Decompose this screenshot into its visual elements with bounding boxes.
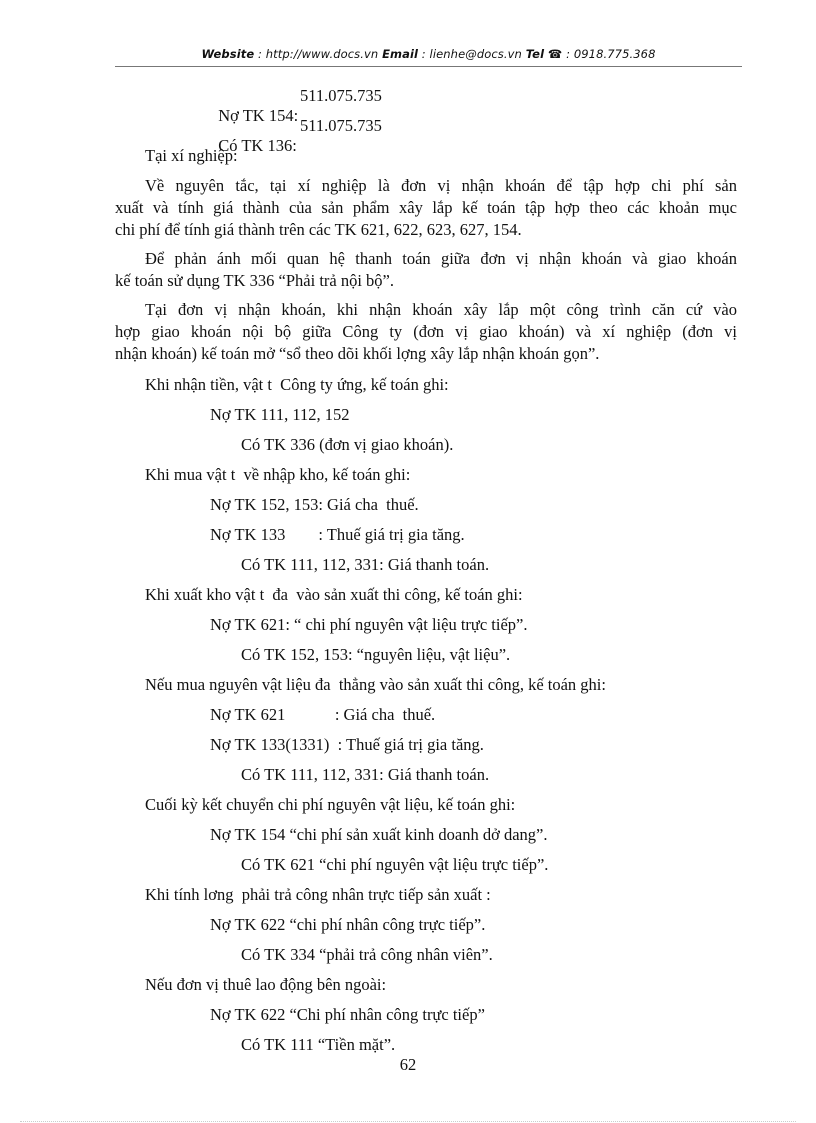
paragraph-line: kế toán sử dụng TK 336 “Phải trả nội bộ”. xyxy=(115,271,395,290)
website-url[interactable]: : http://www.docs.vn xyxy=(254,47,383,61)
paragraph-1 xyxy=(115,175,737,241)
email-address[interactable]: : lienhe@docs.vn xyxy=(418,47,526,61)
section-label: Tại xí nghiệp: xyxy=(145,146,238,165)
body-line: Nợ TK 133(1331) : Thuế giá trị gia tăng. xyxy=(210,735,484,754)
email-label: Email xyxy=(382,47,419,61)
body-line: Khi nhận tiền, vật t Công ty ứng, kế toán ghi: xyxy=(145,375,449,394)
body-line: Nợ TK 621: “ chi phí nguyên vật liệu trực tiếp”. xyxy=(210,615,528,634)
entry-label: Nợ TK 154: xyxy=(218,106,299,125)
header-divider xyxy=(115,66,742,67)
paragraph-line: Để phản ánh mối quan hệ thanh toán giữa đơn vị nhận khoán và giao khoán xyxy=(145,249,737,268)
phone-icon: ☎ xyxy=(547,47,563,61)
body-line: Nếu đơn vị thuê lao động bên ngoài: xyxy=(145,975,387,994)
paragraph-line: xuất và tính giá thành của sản phẩm xây lắp kế toán tập hợp theo các khoản mục xyxy=(115,198,737,217)
entry-amount: 511.075.735 xyxy=(300,116,382,135)
body-line: Có TK 111, 112, 331: Giá thanh toán. xyxy=(241,555,490,574)
body-line: Có TK 334 “phải trả công nhân viên”. xyxy=(241,945,493,964)
website-label: Website xyxy=(201,47,255,61)
body-line: Khi mua vật t về nhập kho, kế toán ghi: xyxy=(145,465,411,484)
body-line: Nợ TK 621 : Giá cha thuế. xyxy=(210,705,436,724)
paragraph-line: Tại đơn vị nhận khoán, khi nhận khoán xây lắp một công trình căn cứ vào xyxy=(145,300,737,319)
body-line: Nợ TK 622 “chi phí nhân công trực tiếp”. xyxy=(210,915,486,934)
paragraph-line: hợp giao khoán nội bộ giữa Công ty (đơn vị giao khoán) và xí nghiệp (đơn vị xyxy=(115,322,737,341)
entry-amount: 511.075.735 xyxy=(300,86,382,105)
body-line: Có TK 111 “Tiền mặt”. xyxy=(241,1035,396,1054)
body-line: Nợ TK 111, 112, 152 xyxy=(210,405,350,424)
body-line: Nợ TK 133 : Thuế giá trị gia tăng. xyxy=(210,525,465,544)
entry-label: Có TK 136: xyxy=(218,136,297,155)
paragraph-line: nhận khoán) kế toán mở “sổ theo dõi khối lợng xây lắp nhận khoán gọn”. xyxy=(115,344,600,363)
paragraph-2 xyxy=(115,248,737,292)
paragraph-line: chi phí để tính giá thành trên các TK 621, 622, 623, 627, 154. xyxy=(115,220,522,239)
body-line: Nếu mua nguyên vật liệu đa thẳng vào sản xuất thi công, kế toán ghi: xyxy=(145,675,606,694)
body-line: Khi xuất kho vật t đa vào sản xuất thi công, kế toán ghi: xyxy=(145,585,523,604)
body-line: Có TK 111, 112, 331: Giá thanh toán. xyxy=(241,765,490,784)
body-line: Nợ TK 154 “chi phí sản xuất kinh doanh dở dang”. xyxy=(210,825,548,844)
body-line: Khi tính lơng phải trả công nhân trực tiếp sản xuất : xyxy=(145,885,491,904)
body-line: Nợ TK 622 “Chi phí nhân công trực tiếp” xyxy=(210,1005,485,1024)
body-line: Nợ TK 152, 153: Giá cha thuế. xyxy=(210,495,419,514)
paragraph-line: Về nguyên tắc, tại xí nghiệp là đơn vị nhận khoán để tập hợp chi phí sản xyxy=(145,176,737,195)
body-line: Có TK 336 (đơn vị giao khoán). xyxy=(241,435,454,454)
page-number: 62 xyxy=(399,1055,417,1074)
page-bottom-border xyxy=(20,1121,796,1122)
tel-number: : 0918.775.368 xyxy=(562,47,656,61)
page-header xyxy=(115,47,742,61)
tel-label: Tel xyxy=(525,47,545,61)
body-line: Có TK 621 “chi phí nguyên vật liệu trực tiếp”. xyxy=(241,855,549,874)
body-line: Có TK 152, 153: “nguyên liệu, vật liệu”. xyxy=(241,645,511,664)
paragraph-3 xyxy=(115,299,737,365)
body-line: Cuối kỳ kết chuyển chi phí nguyên vật liệu, kế toán ghi: xyxy=(145,795,516,814)
